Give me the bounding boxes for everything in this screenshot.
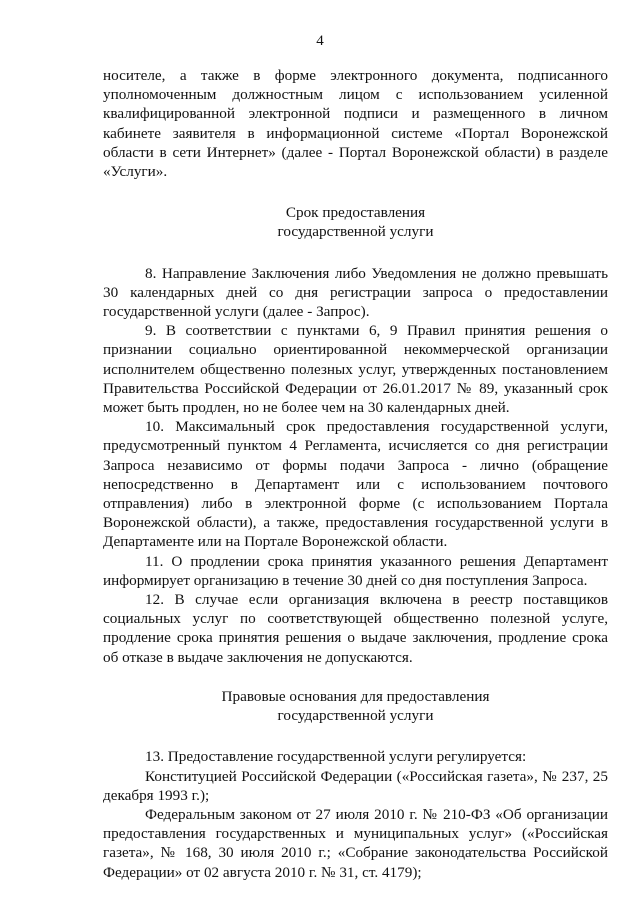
paragraph-constitution: Конституцией Российской Федерации («Российская газета», № 237, 25 декабря 1993 г.); [103, 767, 608, 804]
section-heading-legal-line1: Правовые основания для предоставления [221, 687, 490, 705]
paragraph-11: 11. О продлении срока принятия указанного решения Департамент информирует организацию в течение 30 дней со дня поступления Запроса. [103, 552, 608, 589]
section-heading-term-line1: Срок предоставления [285, 204, 426, 222]
document-body [103, 66, 608, 882]
paragraph-9: 9. В соответствии с пунктами 6, 9 Правил принятия решения о признании социально ориентированной некоммерческой организации исполнителем общественно полезных услуг, утвержденных постановлением Правительства Российской Федерации от 26.01.2017 № 89, указанный срок может быть продлен, но не более чем на 30 календарных дней. [103, 322, 608, 417]
paragraph-12: 12. В случае если организация включена в реестр поставщиков социальных услуг по соответствующей общественно полезной услуге, продление срока принятия решения о выдаче заключения, продление срока об отказе в выдаче заключения не допускаются. [103, 591, 608, 666]
section-heading-legal-line2: государственной услуги [277, 707, 434, 725]
intro-paragraph: носителе, а также в форме электронного документа, подписанного уполномоченным должностным лицом с использованием усиленной квалифицированной электронной подписи и размещенного в личном кабинете заявителя в информационной системе «Портал Воронежской области в сети Интернет» (далее - Портал Воронежской области) в разделе «Услуги». [103, 67, 608, 181]
paragraph-federal-law-210: Федеральным законом от 27 июля 2010 г. № 210-ФЗ «Об организации предоставления государственных и муниципальных услуг» («Российская газета», № 168, 30 июля 2010 г.; «Собрание законодательства Российской Федерации» от 02 августа 2010 г. № 31, ст. 4179); [103, 805, 608, 881]
page-number: 4 [316, 33, 324, 49]
paragraph-10: 10. Максимальный срок предоставления государственной услуги, предусмотренный пунктом 4 Регламента, исчисляется со дня регистрации Запроса независимо от формы подачи Запроса - лично (обращение непосредственно в Департамент или с использованием почтового отправления) либо в электронной форме (с использованием Портала Воронежской области), а также, предоставления государственной услуги в Департаменте или на Портале Воронежской области. [103, 418, 608, 551]
paragraph-8: 8. Направление Заключения либо Уведомления не должно превышать 30 календарных дней со дня регистрации запроса о предоставлении государственной услуги (далее - Запрос). [103, 264, 608, 321]
paragraph-13: 13. Предоставление государственной услуги регулируется: [145, 748, 527, 766]
section-heading-term-line2: государственной услуги [277, 223, 434, 241]
